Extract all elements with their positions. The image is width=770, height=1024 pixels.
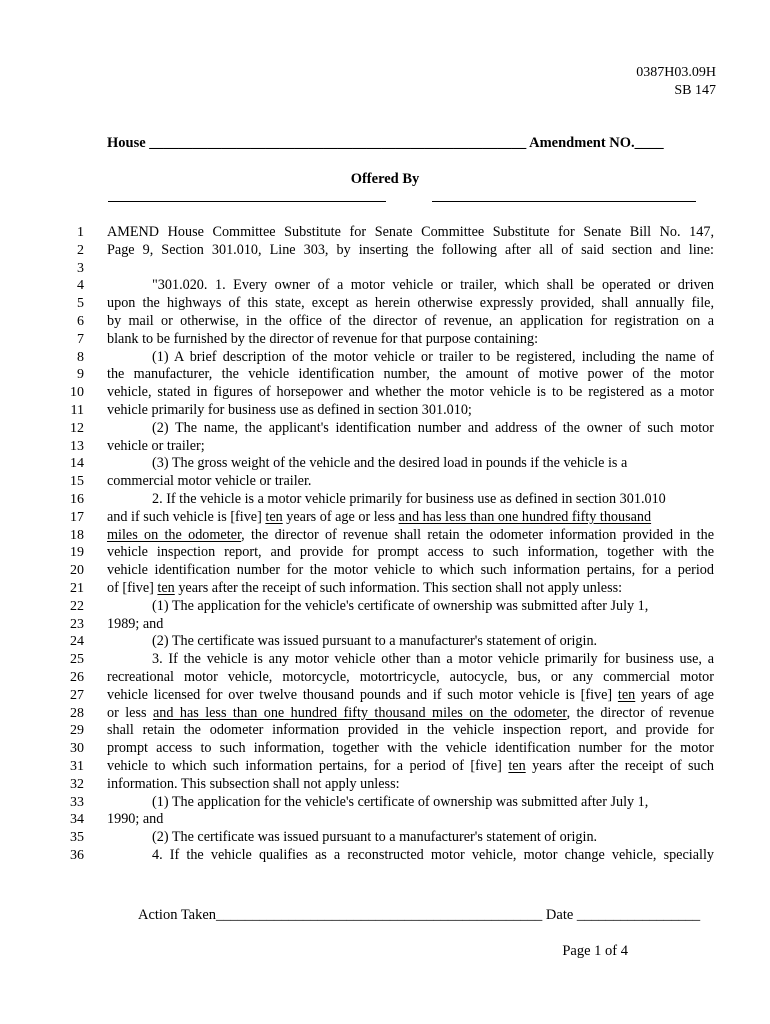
text-segment: (1) The application for the vehicle's certificate of ownership was submitted after July 1, xyxy=(152,793,649,810)
text-segment: (2) The name, the applicant's identification number and address of the owner of such motor xyxy=(152,419,714,436)
line-text xyxy=(107,598,648,616)
text-segment: AMEND House Committee Substitute for Senate Committee Substitute for Senate Bill No. 147, xyxy=(107,224,714,240)
line-number: 13 xyxy=(70,438,84,454)
text-segment: or less xyxy=(107,704,153,721)
text-segment: 1989; and xyxy=(107,615,164,632)
numbered-line xyxy=(0,669,770,687)
text-segment: 3. If the vehicle is any motor vehicle other than a motor vehicle primarily for business use, a xyxy=(152,651,714,668)
numbered-line xyxy=(0,651,770,669)
line-text xyxy=(107,722,714,740)
line-number: 36 xyxy=(70,847,84,863)
line-number: 19 xyxy=(70,545,84,561)
line-number: 21 xyxy=(70,580,84,596)
text-segment: blank to be furnished by the director of revenue for that purpose containing: xyxy=(107,330,539,347)
numbered-line xyxy=(0,687,770,705)
line-number: 23 xyxy=(70,616,84,632)
date-label: Date xyxy=(545,907,574,923)
numbered-line xyxy=(0,705,770,723)
numbered-line xyxy=(0,402,770,420)
text-segment: years of age xyxy=(635,686,714,703)
numbered-line xyxy=(0,722,770,740)
amendment-label: Amendment NO. xyxy=(529,135,635,151)
line-text xyxy=(107,349,714,367)
line-number: 2 xyxy=(77,242,84,258)
line-text xyxy=(107,366,714,384)
line-text xyxy=(107,687,714,705)
text-segment: (2) The certificate was issued pursuant to a manufacturer's statement of origin. xyxy=(152,829,598,846)
line-number: 3 xyxy=(77,260,84,276)
text-segment: (1) The application for the vehicle's certificate of ownership was submitted after July 1, xyxy=(152,597,649,614)
text-segment: the manufacturer, the vehicle identification number, the amount of motive power of the motor xyxy=(107,366,714,383)
text-segment: vehicle, stated in figures of horsepower and whether the motor vehicle is to be registered as a motor xyxy=(107,384,714,401)
inserted-text: ten xyxy=(157,579,175,596)
text-segment: vehicle inspection report, and provide for prompt access to such information, together with the xyxy=(107,544,714,561)
numbered-line xyxy=(0,349,770,367)
page-number: Page 1 of 4 xyxy=(562,943,628,959)
line-number: 16 xyxy=(70,491,84,507)
numbered-line xyxy=(0,366,770,384)
numbered-line xyxy=(0,509,770,527)
house-amendment-line xyxy=(107,135,664,152)
line-text xyxy=(107,277,714,295)
line-number: 32 xyxy=(70,776,84,792)
document-header xyxy=(636,64,716,100)
numbered-line xyxy=(0,491,770,509)
numbered-line xyxy=(0,331,770,349)
text-segment: vehicle identification number for the motor vehicle to which such information pertains, for a period xyxy=(107,562,714,579)
line-number: 6 xyxy=(77,313,84,329)
line-text xyxy=(107,616,163,634)
numbered-line xyxy=(0,455,770,473)
inserted-text: and has less than one hundred fifty thousand miles on the odometer xyxy=(152,704,567,721)
line-text xyxy=(107,384,714,402)
line-text xyxy=(107,420,714,438)
offered-by-signature-line-right xyxy=(432,201,696,202)
numbered-line xyxy=(0,794,770,812)
numbered-line xyxy=(0,260,770,278)
numbered-line xyxy=(0,616,770,634)
text-segment: upon the highways of this state, except as herein otherwise expressly provided, shall annually file, xyxy=(107,295,714,312)
line-number: 22 xyxy=(70,598,84,614)
line-text xyxy=(107,669,714,687)
line-text xyxy=(107,402,472,420)
text-segment: and if such vehicle is [five] xyxy=(107,508,266,525)
text-segment: , the director of revenue xyxy=(566,704,714,721)
action-taken-blank: _____________________________________________ xyxy=(216,907,543,923)
numbered-line xyxy=(0,740,770,758)
text-segment: Page 9, Section 301.010, Line 303, by inserting the following after all of said section and line: xyxy=(107,241,714,258)
line-number: 8 xyxy=(77,349,84,365)
numbered-line xyxy=(0,633,770,651)
line-number: 20 xyxy=(70,563,84,579)
text-segment: information. This subsection shall not apply unless: xyxy=(107,775,400,792)
line-text xyxy=(107,331,538,349)
line-number: 11 xyxy=(70,402,84,418)
line-text xyxy=(107,847,714,865)
document-code: 0387H03.09H xyxy=(636,65,716,80)
line-text xyxy=(107,829,597,847)
line-text xyxy=(107,224,714,242)
action-taken-line xyxy=(138,907,700,924)
bill-number: SB 147 xyxy=(674,83,716,98)
line-text xyxy=(107,295,714,313)
text-segment: vehicle licensed for over twelve thousand pounds and if such motor vehicle is [five] xyxy=(107,686,618,703)
offered-by-signature-line-left xyxy=(108,201,386,202)
line-text xyxy=(107,509,651,527)
line-number: 31 xyxy=(70,758,84,774)
text-segment: "301.020. 1. Every owner of a motor vehicle or trailer, which shall be operated or driven xyxy=(152,277,714,294)
line-number: 14 xyxy=(70,456,84,472)
line-number: 10 xyxy=(70,385,84,401)
text-segment: , the director of revenue shall retain the odometer information provided in the xyxy=(241,526,714,543)
text-segment: commercial motor vehicle or trailer. xyxy=(107,473,312,490)
line-text xyxy=(107,562,714,580)
line-text xyxy=(107,455,627,473)
line-number: 12 xyxy=(70,420,84,436)
inserted-text: and has less than one hundred fifty thousand xyxy=(398,508,652,525)
line-number: 15 xyxy=(70,474,84,490)
line-number: 5 xyxy=(77,296,84,312)
line-text xyxy=(107,705,714,723)
numbered-line xyxy=(0,776,770,794)
text-segment: vehicle or trailer; xyxy=(107,437,205,454)
line-text xyxy=(107,313,714,331)
numbered-line xyxy=(0,829,770,847)
line-number: 27 xyxy=(70,687,84,703)
numbered-line xyxy=(0,473,770,491)
numbered-line xyxy=(0,277,770,295)
text-segment: vehicle to which such information pertains, for a period of [five] xyxy=(107,757,509,774)
text-segment: 1990; and xyxy=(107,811,164,828)
line-number: 1 xyxy=(77,225,84,240)
house-label: House xyxy=(107,135,146,151)
numbered-line xyxy=(0,847,770,865)
line-text xyxy=(107,794,648,812)
numbered-line xyxy=(0,295,770,313)
numbered-line xyxy=(0,544,770,562)
line-number: 25 xyxy=(70,652,84,668)
numbered-line xyxy=(0,562,770,580)
text-segment: years after the receipt of such information. This section shall not apply unless: xyxy=(174,579,623,596)
inserted-text: miles on the odometer xyxy=(107,526,242,543)
line-number: 7 xyxy=(77,331,84,347)
numbered-line xyxy=(0,811,770,829)
line-text xyxy=(107,758,714,776)
line-number: 30 xyxy=(70,741,84,757)
numbered-line xyxy=(0,384,770,402)
numbered-line xyxy=(0,242,770,260)
line-text xyxy=(107,242,714,260)
line-number: 18 xyxy=(70,527,84,543)
text-segment: by mail or otherwise, in the office of the director of revenue, an application for registration on a xyxy=(107,312,714,329)
line-number: 34 xyxy=(70,812,84,828)
text-segment: 4. If the vehicle qualifies as a reconstructed motor vehicle, motor change vehicle, specially xyxy=(152,846,714,863)
line-text xyxy=(107,776,400,794)
line-number: 9 xyxy=(77,367,84,383)
text-segment: recreational motor vehicle, motorcycle, motortricycle, autocycle, bus, or any commercial motor xyxy=(107,668,714,685)
line-text xyxy=(107,580,622,598)
text-segment: (2) The certificate was issued pursuant to a manufacturer's statement of origin. xyxy=(152,633,598,650)
text-segment: (1) A brief description of the motor vehicle or trailer to be registered, including the name of xyxy=(152,348,714,365)
offered-by-heading: Offered By xyxy=(350,171,420,187)
amendment-body xyxy=(0,224,770,865)
line-text xyxy=(107,651,714,669)
line-number: 4 xyxy=(77,278,84,294)
line-number: 17 xyxy=(70,509,84,525)
line-number: 33 xyxy=(70,794,84,810)
date-blank: _________________ xyxy=(576,907,701,923)
text-segment: years after the receipt of such xyxy=(525,757,715,774)
line-text xyxy=(107,473,311,491)
line-text xyxy=(107,811,163,829)
line-text xyxy=(107,491,666,509)
inserted-text: ten xyxy=(617,686,636,703)
line-text xyxy=(107,438,205,456)
line-number: 28 xyxy=(70,705,84,721)
text-segment: 2. If the vehicle is a motor vehicle primarily for business use as defined in section 301.010 xyxy=(152,490,666,507)
line-text xyxy=(107,740,714,758)
house-blank: ____________________________________________________ xyxy=(149,135,527,151)
numbered-line xyxy=(0,313,770,331)
text-segment: (3) The gross weight of the vehicle and the desired load in pounds if the vehicle is a xyxy=(152,455,628,472)
line-number: 29 xyxy=(70,723,84,739)
text-segment: of [five] xyxy=(107,579,158,596)
inserted-text: ten xyxy=(265,508,283,525)
line-number: 26 xyxy=(70,669,84,685)
numbered-line xyxy=(0,598,770,616)
text-segment: vehicle primarily for business use as defined in section 301.010; xyxy=(107,401,472,418)
text-segment: prompt access to such information, together with the vehicle identification number for the motor xyxy=(107,740,714,757)
text-segment: shall retain the odometer information provided in the vehicle inspection report, and provide for xyxy=(107,722,714,739)
numbered-line xyxy=(0,527,770,545)
numbered-line xyxy=(0,580,770,598)
numbered-line xyxy=(0,224,770,242)
line-number: 35 xyxy=(70,830,84,846)
numbered-line xyxy=(0,420,770,438)
line-text xyxy=(107,544,714,562)
numbered-line xyxy=(0,438,770,456)
line-text xyxy=(107,633,597,651)
text-segment: years of age or less xyxy=(282,508,399,525)
numbered-line xyxy=(0,758,770,776)
line-text xyxy=(107,527,714,545)
inserted-text: ten xyxy=(508,757,526,774)
line-number: 24 xyxy=(70,634,84,650)
action-taken-label: Action Taken xyxy=(138,907,217,923)
amendment-blank: ____ xyxy=(634,135,664,151)
